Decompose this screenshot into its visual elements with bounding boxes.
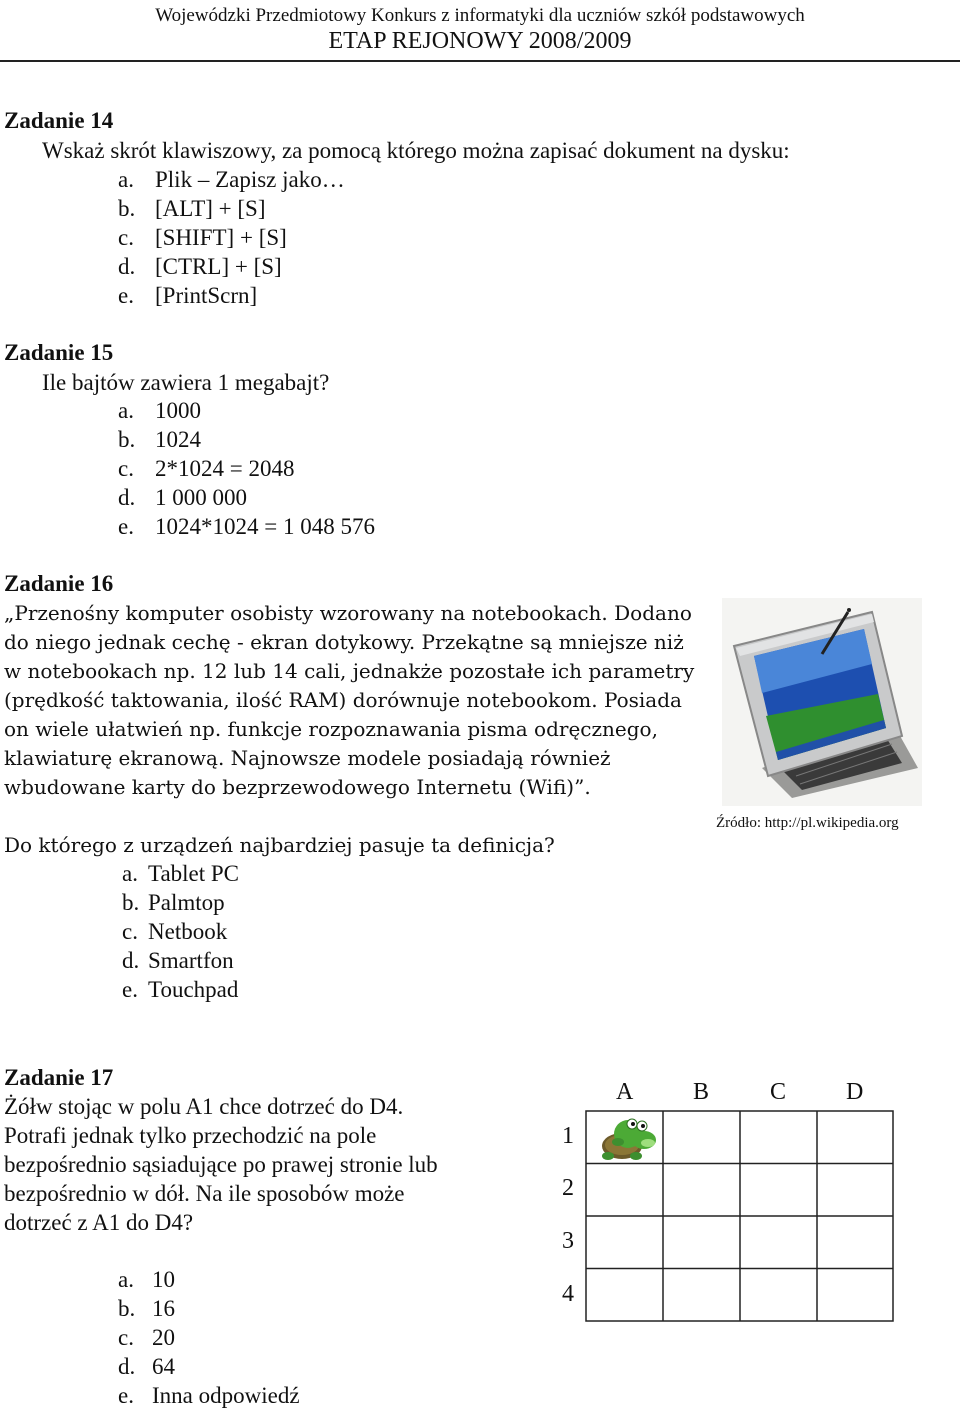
grid-column-label: A (616, 1079, 634, 1105)
grid-row-label: 1 (562, 1123, 574, 1149)
task14-option-letter: c. (118, 225, 134, 250)
task14-title: Zadanie 14 (4, 108, 114, 133)
tablet-pc-icon (722, 598, 922, 806)
task14-option-letter: a. (118, 167, 134, 192)
task15-option-text: 1024*1024 = 1 048 576 (155, 514, 375, 539)
task17-option-text: Inna odpowiedź (152, 1383, 300, 1408)
task16-definition-line: (prędkość taktowania, ilość RAM) dorównuje notebookom. Posiada (4, 688, 682, 712)
task17-option-letter: c. (118, 1325, 134, 1350)
task17-option-text: 64 (152, 1354, 175, 1379)
task16-option-text: Touchpad (148, 977, 239, 1002)
task17-option-letter: d. (118, 1354, 136, 1379)
grid-column-label: D (846, 1079, 864, 1105)
task17-option-text: 10 (152, 1267, 175, 1292)
task17-option-text: 20 (152, 1325, 175, 1350)
grid-column-label: C (770, 1079, 787, 1105)
task16-definition-line: „Przenośny komputer osobisty wzorowany na notebookach. Dodano (4, 601, 692, 625)
task17-option-letter: a. (118, 1267, 134, 1292)
grid-row-label: 4 (562, 1281, 574, 1307)
header-divider (0, 60, 960, 62)
task15-option-letter: a. (118, 398, 134, 423)
header-stage: ETAP REJONOWY 2008/2009 (328, 28, 632, 54)
image-source-caption: Źródło: http://pl.wikipedia.org (716, 815, 899, 831)
task14-option-text: Plik – Zapisz jako… (155, 167, 345, 192)
turtle-icon (596, 1112, 662, 1162)
task14-option-letter: d. (118, 254, 136, 279)
task16-option-text: Tablet PC (148, 861, 240, 886)
task17-title: Zadanie 17 (4, 1065, 114, 1090)
task17-description-line: Potrafi jednak tylko przechodzić na pole (4, 1123, 377, 1148)
task17-description-line: bezpośrednio w dół. Na ile sposobów może (4, 1181, 405, 1206)
task17-option-text: 16 (152, 1296, 175, 1321)
task16-title: Zadanie 16 (4, 571, 114, 596)
task14-option-text: [SHIFT] + [S] (155, 225, 287, 250)
task17-option-letter: e. (118, 1383, 134, 1408)
task15-option-text: 2*1024 = 2048 (155, 456, 295, 481)
task16-definition-line: klawiaturę ekranową. Najnowsze modele posiadają również (4, 746, 611, 770)
task14-option-letter: e. (118, 283, 134, 308)
task16-question: Do którego z urządzeń najbardziej pasuje ta definicja? (4, 833, 555, 857)
task16-option-text: Netbook (148, 919, 228, 944)
task16-definition-line: w notebookach np. 12 lub 14 cali, jednakże pozostałe ich parametry (4, 659, 695, 683)
task15-option-letter: b. (118, 427, 136, 452)
task17-option-letter: b. (118, 1296, 136, 1321)
task15-option-text: 1 000 000 (155, 485, 247, 510)
grid-column-label: B (693, 1079, 710, 1105)
task16-option-letter: c. (122, 919, 138, 944)
header-contest-name: Wojewódzki Przedmiotowy Konkurs z informatyki dla uczniów szkół podstawowych (155, 5, 805, 26)
task15-option-letter: e. (118, 514, 134, 539)
task16-option-text: Smartfon (148, 948, 234, 973)
task16-definition-line: on wiele ułatwień np. funkcje rozpoznawania pisma odręcznego, (4, 717, 658, 741)
task14-option-letter: b. (118, 196, 136, 221)
task16-definition-line: wbudowane karty do bezprzewodowego Internetu (Wifi)”. (4, 775, 591, 799)
task17-description-line: bezpośrednio sąsiadujące po prawej stronie lub (4, 1152, 438, 1177)
tablet-pc-image (722, 598, 922, 806)
task15-option-text: 1024 (155, 427, 201, 452)
task14-option-text: [PrintScrn] (155, 283, 258, 308)
task17-description-line: Żółw stojąc w polu A1 chce dotrzeć do D4. (4, 1094, 404, 1119)
task16-option-letter: e. (122, 977, 138, 1002)
task16-option-letter: b. (122, 890, 140, 915)
task15-question: Ile bajtów zawiera 1 megabajt? (42, 370, 330, 395)
task17-description-line: dotrzeć z A1 do D4? (4, 1210, 194, 1235)
grid-row-label: 2 (562, 1175, 574, 1201)
grid-row-label: 3 (562, 1228, 574, 1254)
task14-option-text: [ALT] + [S] (155, 196, 266, 221)
task15-title: Zadanie 15 (4, 340, 114, 365)
task16-option-letter: d. (122, 948, 140, 973)
task15-option-letter: c. (118, 456, 134, 481)
task15-option-letter: d. (118, 485, 136, 510)
task14-option-text: [CTRL] + [S] (155, 254, 282, 279)
task16-definition-line: do niego jednak cechę - ekran dotykowy. Przekątne są mniejsze niż (4, 630, 684, 654)
task16-option-text: Palmtop (148, 890, 225, 915)
task16-option-letter: a. (122, 861, 138, 886)
task14-question: Wskaż skrót klawiszowy, za pomocą którego można zapisać dokument na dysku: (42, 138, 790, 163)
task15-option-text: 1000 (155, 398, 201, 423)
